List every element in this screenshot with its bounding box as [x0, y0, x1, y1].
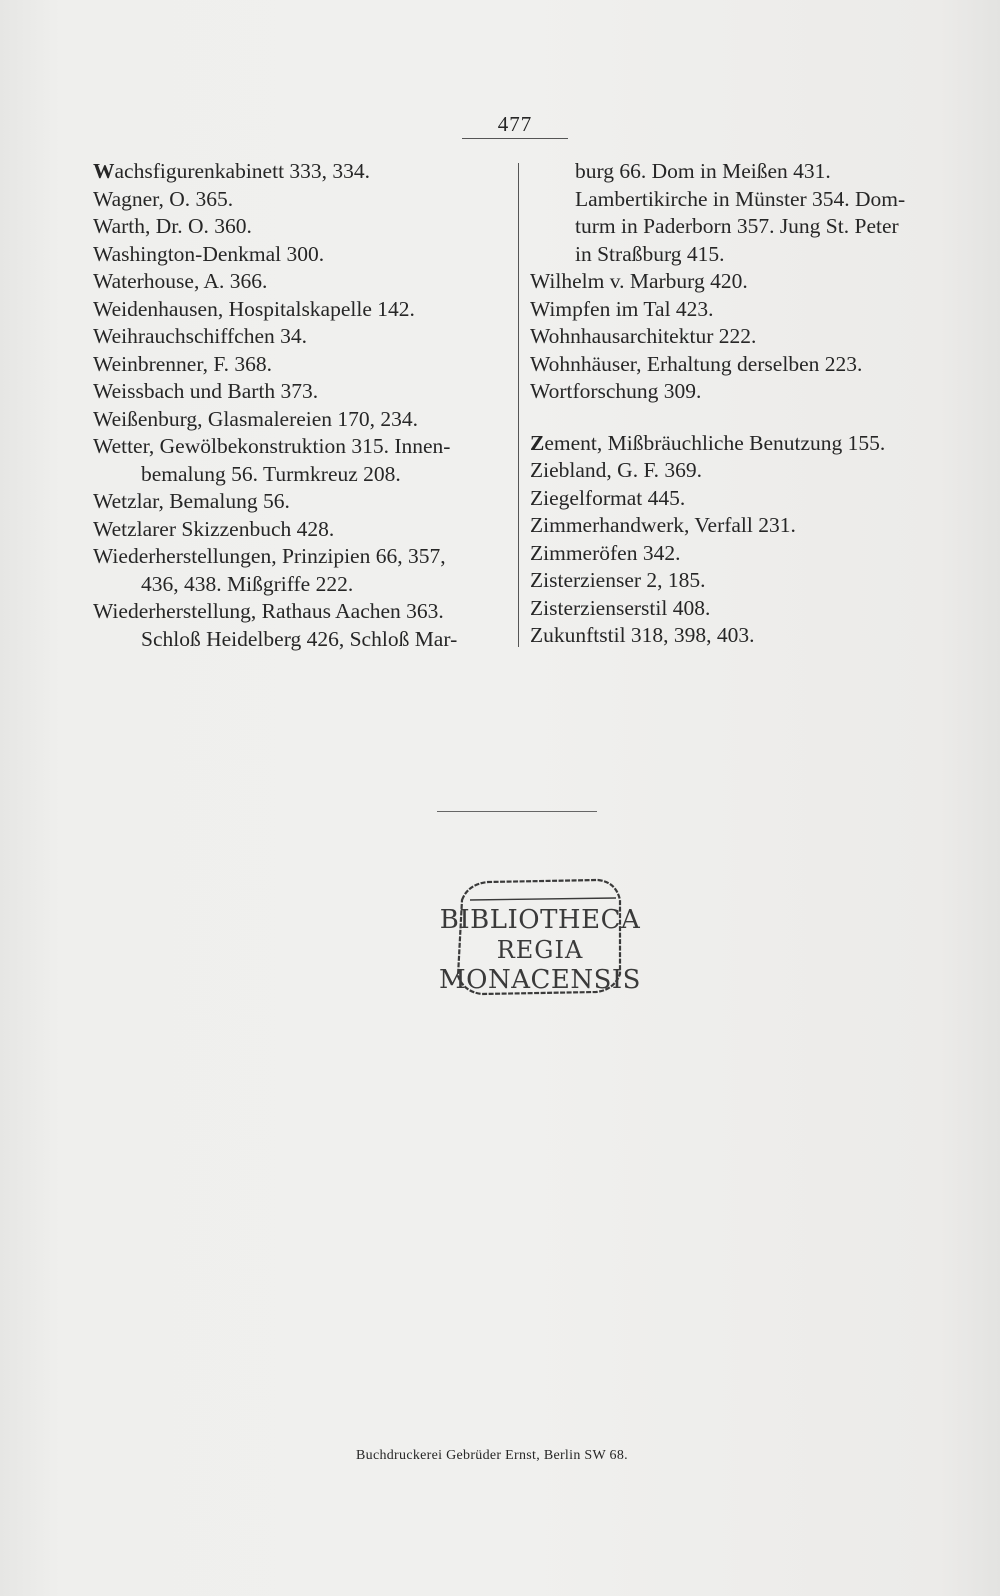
index-entry: Wimpfen im Tal 423. [530, 296, 714, 321]
printer-imprint: Buchdruckerei Gebrüder Ernst, Berlin SW 68. [356, 1448, 628, 1463]
entry-text [93, 543, 503, 571]
entry-heading: achsfigurenkabinett 333, 334. [114, 159, 371, 183]
index-entry [93, 323, 503, 351]
w-entries-block [530, 268, 950, 406]
index-entry [93, 213, 503, 241]
index-entry [93, 241, 503, 269]
entry-continuation: turm in Paderborn 357. Jung St. Peter [575, 214, 899, 238]
entry-heading: Weissbach und Barth 373. [93, 379, 319, 403]
entry-heading: Zukunftstil 318, 398, 403. [530, 623, 755, 647]
stamp-line-3: MONACENSIS [439, 965, 641, 995]
entry-heading: Warth, Dr. O. 360. [93, 214, 252, 238]
index-entry [93, 516, 503, 544]
index-entry: Wohnhäuser, Erhaltung derselben 223. [530, 351, 863, 376]
index-entry [93, 488, 503, 516]
entry-continuation: 436, 438. Mißgriffe 222. [141, 571, 354, 596]
entry-heading: Weidenhausen, Hospitalskapelle 142. [93, 296, 415, 321]
entry-text [93, 323, 503, 351]
entry-text [530, 430, 950, 458]
index-entry [93, 158, 503, 186]
index-entry [530, 430, 950, 458]
entry-text [530, 457, 950, 485]
stamp-line-1: BIBLIOTHECA [439, 905, 641, 935]
entry-heading: Weinbrenner, F. 368. [93, 351, 272, 376]
column-divider [518, 163, 519, 647]
entry-heading: Wiederherstellung, Rathaus Aachen 363. [93, 599, 444, 623]
entry-continuation: burg 66. Dom in Meißen 431. [575, 159, 831, 183]
entry-text [530, 622, 950, 650]
index-entry [530, 567, 950, 595]
entry-text [93, 296, 503, 324]
entry-heading: Waterhouse, A. 366. [93, 269, 268, 293]
entry-text [530, 512, 950, 540]
entry-heading: Zisterzienserstil 408. [530, 595, 711, 620]
entry-text [93, 488, 503, 516]
entry-text [93, 598, 503, 626]
entry-text [93, 516, 503, 544]
index-entry [93, 433, 503, 488]
entry-text [93, 378, 503, 406]
index-entry [93, 186, 503, 214]
index-entry [93, 598, 503, 653]
letter-gap [530, 406, 950, 430]
entry-text [530, 595, 950, 623]
index-entry [93, 296, 503, 324]
entry-heading: Weihrauchschiffchen 34. [93, 324, 307, 348]
entry-heading: Wiederherstellungen, Prinzipien 66, 357, [93, 544, 446, 568]
page-number: 477 [462, 112, 568, 139]
index-entry [530, 595, 950, 623]
index-entry [93, 268, 503, 296]
entry-continuation: Schloß Heidelberg 426, Schloß Mar- [141, 626, 458, 651]
entry-heading: Weißenburg, Glasmalereien 170, 234. [93, 406, 419, 431]
entry-heading: Washington-Denkmal 300. [93, 241, 325, 266]
entry-text [93, 433, 503, 461]
index-entry [93, 351, 503, 379]
section-initial: W [93, 159, 115, 183]
entry-text [530, 540, 950, 568]
entry-heading: Ziebland, G. F. 369. [530, 458, 703, 482]
entry-text [530, 567, 950, 595]
entry-heading: Ziegelformat 445. [530, 485, 686, 510]
entry-text [93, 268, 503, 296]
entry-text [93, 158, 503, 186]
index-column-right [530, 158, 950, 650]
entry-text [93, 241, 503, 269]
section-initial: Z [530, 430, 545, 455]
entry-text [93, 213, 503, 241]
index-entry [530, 512, 950, 540]
library-stamp [439, 876, 641, 1000]
entry-heading: Wagner, O. 365. [93, 186, 234, 211]
index-entry [93, 378, 503, 406]
index-entry: Wortforschung 309. [530, 379, 702, 403]
index-entry: Wilhelm v. Marburg 420. [530, 269, 748, 293]
index-entry: Wohnhausarchitektur 222. [530, 324, 757, 348]
index-entry [530, 540, 950, 568]
entry-continuation: Lambertikirche in Münster 354. Dom- [575, 186, 906, 211]
entry-heading: Zimmeröfen 342. [530, 540, 681, 565]
entry-heading: Zimmerhandwerk, Verfall 231. [530, 513, 796, 537]
index-entry [530, 622, 950, 650]
entry-continuation: bemalung 56. Turmkreuz 208. [141, 461, 401, 486]
index-entry [530, 457, 950, 485]
entry-text [530, 485, 950, 513]
entry-text [93, 406, 503, 434]
continuation-block [530, 158, 950, 268]
stamp-line-2: REGIA [496, 936, 584, 964]
entry-heading: Wetter, Gewölbekonstruktion 315. Innen- [93, 434, 451, 458]
end-rule [437, 811, 597, 812]
entry-continuation: in Straßburg 415. [575, 241, 725, 266]
entry-heading: Wetzlarer Skizzenbuch 428. [93, 516, 335, 541]
index-entry [93, 406, 503, 434]
entry-heading: Zisterzienser 2, 185. [530, 568, 706, 592]
entry-text [93, 351, 503, 379]
index-entry [93, 543, 503, 598]
z-entries-block [530, 430, 950, 650]
entry-text [93, 186, 503, 214]
index-entry [530, 485, 950, 513]
entry-heading: Wetzlar, Bemalung 56. [93, 489, 290, 513]
index-column-left [93, 158, 503, 653]
entry-heading: ement, Mißbräuchliche Benutzung 155. [544, 430, 886, 455]
